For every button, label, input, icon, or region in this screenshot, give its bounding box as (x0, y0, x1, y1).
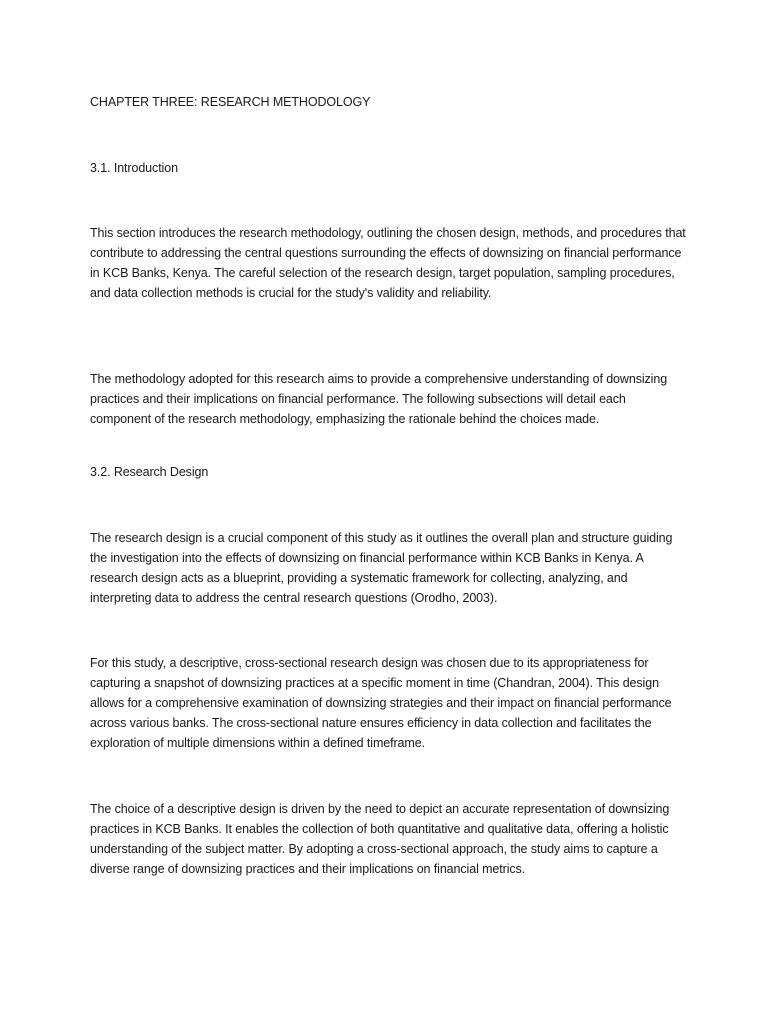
paragraph: The choice of a descriptive design is driven by the need to depict an accurate representation of downsizing practices in KCB Banks. It enables the collection of both quantitative and qualitative data, offering a holistic understanding of the subject matter. By adopting a cross-sectional approach, the study aims to capture a diverse range of downsizing practices and their implications on financial metrics. (90, 802, 670, 876)
section-heading-introduction: 3.1. Introduction (90, 161, 178, 175)
paragraph: For this study, a descriptive, cross-sectional research design was chosen due to its appropriateness for capturing a snapshot of downsizing practices at a specific moment in time (Chandran, 2004). This design allows for a comprehensive examination of downsizing strategies and their impact on financial performance across various banks. The cross-sectional nature ensures efficiency in data collection and facilitates the exploration of multiple dimensions within a defined timeframe. (90, 656, 672, 750)
chapter-title: CHAPTER THREE: RESEARCH METHODOLOGY (90, 95, 371, 109)
paragraph: This section introduces the research methodology, outlining the chosen design, methods, and procedures that contribute to addressing the central questions surrounding the effects of downsizing on financial performance in KCB Banks, Kenya. The careful selection of the research design, target population, sampling procedures, and data collection methods is crucial for the study's validity and reliability. (90, 226, 686, 300)
section-heading-research-design: 3.2. Research Design (90, 465, 209, 479)
paragraph: The methodology adopted for this research aims to provide a comprehensive understanding of downsizing practices and their implications on financial performance. The following subsections will detail each component of the research methodology, emphasizing the rationale behind the choices made. (90, 372, 668, 426)
paragraph: The research design is a crucial component of this study as it outlines the overall plan and structure guiding the investigation into the effects of downsizing on financial performance within KCB Banks in Kenya. A research design acts as a blueprint, providing a systematic framework for collecting, analyzing, and interpreting data to address the central research questions (Orodho, 2003). (90, 531, 673, 605)
